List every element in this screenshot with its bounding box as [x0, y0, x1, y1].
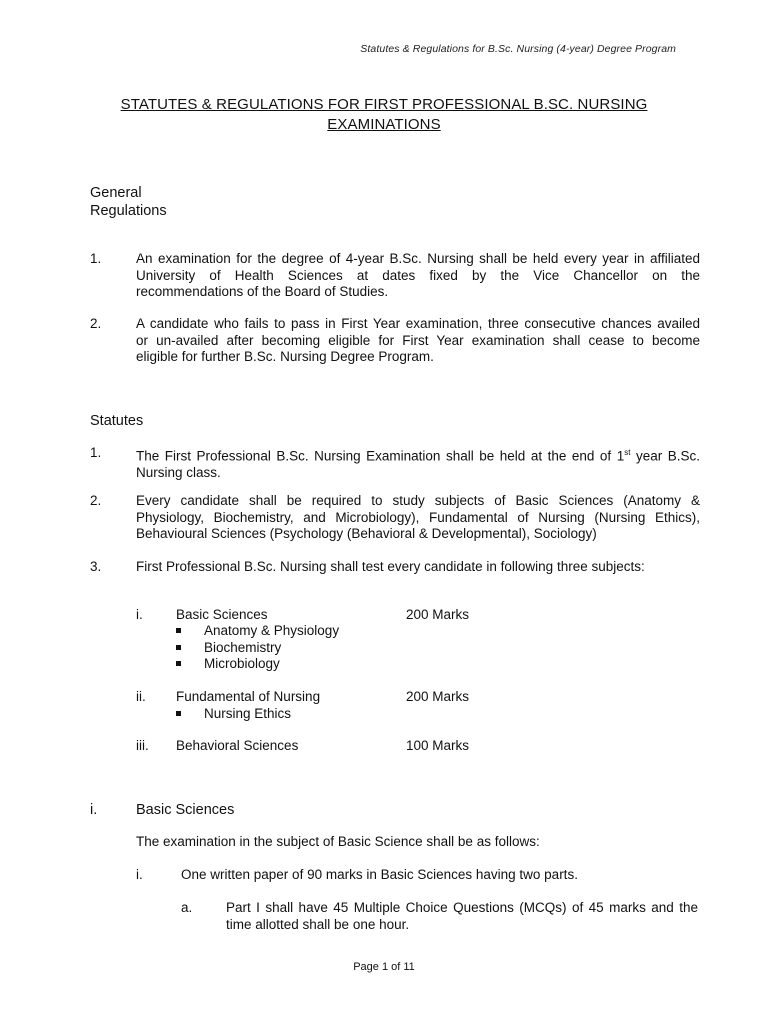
- paragraph-line: Behavioural Sciences (Psychology (Behavioral & Developmental), Sociology): [136, 526, 597, 541]
- paragraph-line: Every candidate shall be required to study subjects of Basic Sciences (Anatomy &: [136, 493, 700, 508]
- page-number: Page 1 of 11: [353, 961, 415, 973]
- document-title-line-2: EXAMINATIONS: [327, 116, 441, 133]
- paragraph-line: [136, 445, 700, 465]
- document-title-line-1: STATUTES & REGULATIONS FOR FIRST PROFESSIONAL B.SC. NURSING: [120, 96, 648, 113]
- ordinal-suffix: st: [624, 448, 631, 457]
- paragraph-line: Nursing class.: [136, 465, 221, 480]
- list-number: 2.: [90, 493, 102, 508]
- bullet-square-icon: [176, 711, 181, 716]
- paragraph-line: Part I shall have 45 Multiple Choice Questions (MCQs) of 45 marks and the: [226, 900, 698, 915]
- subject-marks: 200 Marks: [406, 607, 470, 622]
- subitem-label: Nursing Ethics: [204, 706, 292, 721]
- section-heading-regulations: Regulations: [90, 203, 167, 219]
- subject-name: Behavioral Sciences: [176, 738, 299, 753]
- regulation-paragraph-2: [136, 316, 700, 366]
- paragraph-line: An examination for the degree of 4-year B.Sc. Nursing shall be held every year in affiliated: [136, 251, 700, 266]
- paragraph-line: or un-availed after becoming eligible for First Year examination shall cease to become: [136, 332, 700, 348]
- point-text: One written paper of 90 marks in Basic Sciences having two parts.: [181, 867, 578, 882]
- list-number: i.: [90, 802, 98, 818]
- list-number: 2.: [90, 316, 102, 331]
- statute-paragraph-3: First Professional B.Sc. Nursing shall test every candidate in following three subjects:: [136, 559, 645, 574]
- section-heading-statutes: Statutes: [90, 413, 144, 429]
- subject-number: iii.: [136, 738, 149, 753]
- statute-1-text: The First Professional B.Sc. Nursing Examination shall be held at the end of 1: [136, 448, 625, 464]
- paragraph-line: Physiology, Biochemistry, and Microbiology), Fundamental of Nursing (Nursing Ethics),: [136, 509, 700, 525]
- list-number: 1.: [90, 445, 102, 460]
- bullet-square-icon: [176, 661, 181, 666]
- subject-marks: 200 Marks: [406, 689, 470, 704]
- subject-subitem: [176, 656, 280, 671]
- paragraph-line: time allotted shall be one hour.: [226, 916, 410, 932]
- paragraph-line: eligible for further B.Sc. Nursing Degree Program.: [136, 349, 434, 364]
- subpoint-letter: a.: [181, 900, 193, 915]
- point-number: i.: [136, 867, 143, 882]
- statute-paragraph-2: [136, 493, 700, 543]
- list-number: 1.: [90, 251, 102, 266]
- subitem-label: Biochemistry: [204, 640, 282, 655]
- list-number: 3.: [90, 559, 102, 574]
- bullet-square-icon: [176, 628, 181, 633]
- subject-subitem: [176, 623, 339, 638]
- subitem-label: Anatomy & Physiology: [204, 623, 340, 638]
- running-header: Statutes & Regulations for B.Sc. Nursing (4-year) Degree Program: [360, 43, 676, 55]
- subitem-label: Microbiology: [204, 656, 280, 671]
- statute-paragraph-1: [136, 445, 700, 482]
- subject-subitem: [176, 640, 281, 655]
- basic-sciences-intro: The examination in the subject of Basic Science shall be as follows:: [136, 834, 540, 849]
- paragraph-line: University of Health Sciences at dates fixed by the Vice Chancellor on the: [136, 267, 700, 283]
- subject-subitem: [176, 706, 291, 721]
- subpoint-paragraph: [226, 900, 698, 933]
- paragraph-line: A candidate who fails to pass in First Year examination, three consecutive chances availed: [136, 316, 700, 331]
- paragraph-line: recommendations of the Board of Studies.: [136, 284, 389, 299]
- regulation-paragraph-1: [136, 251, 700, 301]
- subject-name: Fundamental of Nursing: [176, 689, 321, 704]
- section-heading-general: General: [90, 185, 142, 201]
- subject-marks: 100 Marks: [406, 738, 470, 753]
- subject-name: Basic Sciences: [176, 607, 268, 622]
- subject-number: i.: [136, 607, 143, 622]
- subject-number: ii.: [136, 689, 146, 704]
- section-heading-basic-sciences: Basic Sciences: [136, 802, 235, 818]
- bullet-square-icon: [176, 645, 181, 650]
- statute-1-text-end: year B.Sc.: [630, 448, 700, 464]
